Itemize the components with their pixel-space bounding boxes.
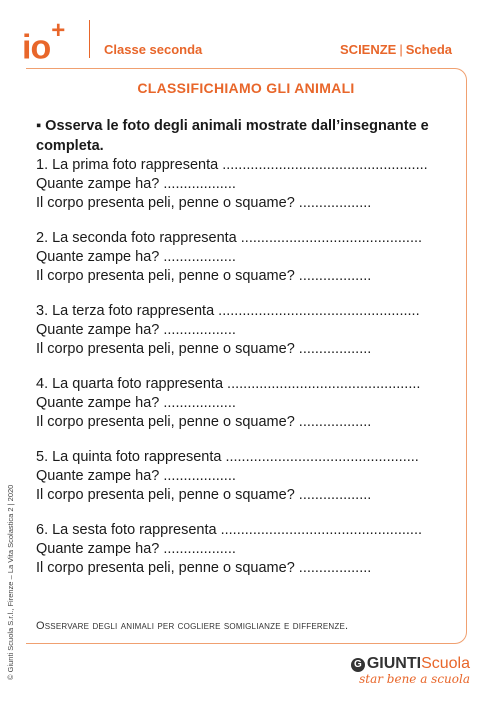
brand-name-light: Scuola — [421, 655, 470, 672]
class-label: Classe seconda — [104, 42, 203, 57]
question-legs-line: Quante zampe ha? .................. — [36, 249, 236, 265]
question-4 — [36, 375, 466, 432]
question-6 — [36, 521, 466, 578]
question-legs-line: Quante zampe ha? .................. — [36, 541, 236, 557]
subject: SCIENZE — [340, 42, 397, 57]
objective-note: Osservare degli animali per cogliere somiglianze e differenze. — [36, 620, 349, 632]
question-photo-line: 1. La prima foto rappresenta ................................................... — [36, 157, 428, 173]
copyright-credit: © Giunti Scuola S.r.l., Firenze – La Vita Scolastica 2 | 2020 — [6, 484, 15, 680]
question-body-line: Il corpo presenta peli, penne o squame? .................. — [36, 414, 372, 430]
question-legs-line: Quante zampe ha? .................. — [36, 468, 236, 484]
subject-separator: | — [399, 42, 403, 57]
brand-name — [351, 655, 470, 673]
page-title: CLASSIFICHIAMO GLI ANIMALI — [137, 80, 355, 96]
question-body-line: Il corpo presenta peli, penne o squame? .................. — [36, 195, 372, 211]
question-body-line: Il corpo presenta peli, penne o squame? .................. — [36, 560, 372, 576]
question-photo-line: 5. La quinta foto rappresenta ................................................ — [36, 449, 419, 465]
question-photo-line: 4. La quarta foto rappresenta ................................................ — [36, 376, 421, 392]
io-plus-logo — [22, 17, 65, 67]
instruction: ▪ Osserva le foto degli animali mostrate dall’insegnante e completa. — [36, 118, 429, 154]
question-3 — [36, 302, 466, 359]
header-separator — [89, 20, 90, 58]
question-photo-line: 2. La seconda foto rappresenta ............................................. — [36, 230, 423, 246]
brand-tagline: star bene a scuola — [359, 672, 470, 686]
question-body-line: Il corpo presenta peli, penne o squame? .................. — [36, 341, 372, 357]
question-body-line: Il corpo presenta peli, penne o squame? .................. — [36, 487, 372, 503]
subject-label — [340, 42, 452, 57]
question-photo-line: 3. La terza foto rappresenta .................................................. — [36, 303, 420, 319]
logo-plus: + — [51, 17, 65, 44]
giunti-scuola-brand — [351, 655, 470, 686]
question-5 — [36, 448, 466, 505]
question-legs-line: Quante zampe ha? .................. — [36, 176, 236, 192]
brand-name-bold: GIUNTI — [366, 655, 422, 672]
question-1 — [36, 156, 466, 213]
question-list — [36, 156, 466, 594]
question-body-line: Il corpo presenta peli, penne o squame? .................. — [36, 268, 372, 284]
sheet-type: Scheda — [405, 42, 452, 57]
logo-text: io — [22, 28, 51, 67]
question-legs-line: Quante zampe ha? .................. — [36, 395, 236, 411]
question-photo-line: 6. La sesta foto rappresenta .................................................. — [36, 522, 423, 538]
question-2 — [36, 229, 466, 286]
question-legs-line: Quante zampe ha? .................. — [36, 322, 236, 338]
giunti-g-icon: G — [351, 658, 365, 672]
